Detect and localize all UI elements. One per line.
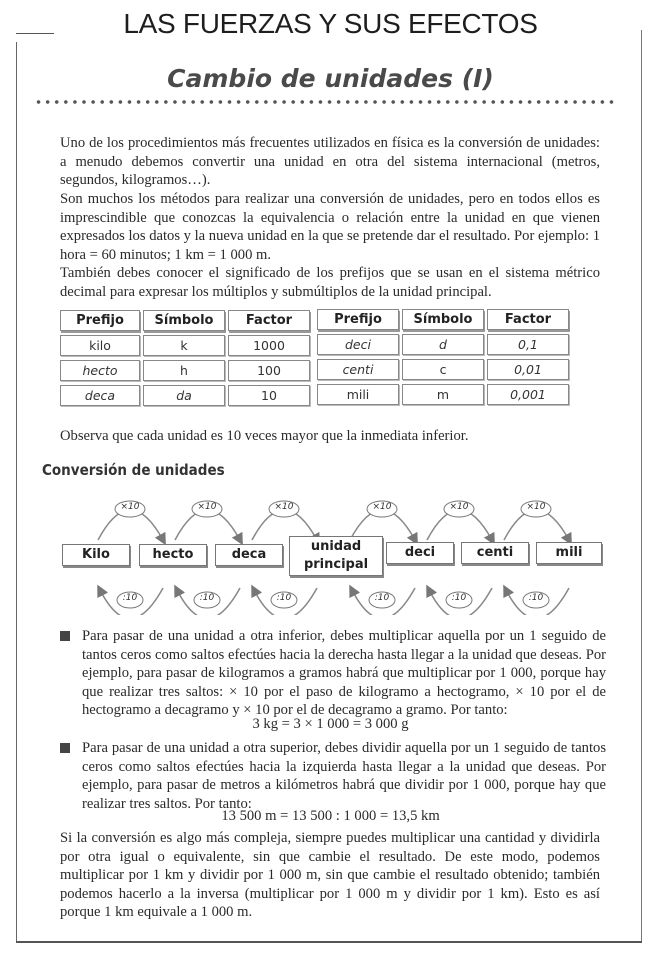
unit-box-mili [536,542,602,564]
factor-cell: 0,1 [487,334,569,355]
prefix-cell: hecto [60,360,140,381]
table-header-row [60,310,310,331]
factor-cell: 0,001 [487,384,569,405]
divide-label: :10 [374,593,390,603]
section-title-conversion: Conversión de unidades [42,461,225,479]
header-factor: Factor [487,309,569,330]
header-simbolo: Símbolo [143,310,225,331]
bullet-text: Para pasar de una unidad a otra superior, debes dividir aquella por un 1 seguido de tantos ceros como saltos efectúes hacia la izquierda hasta llegar a la unidad que deseas. Por ejemplo, para pasar de metros a kilómetros habrá que dividir por 1 000, porque hay que realizar tres saltos. Por tanto: [82,740,606,812]
unit-label: centi [476,545,514,560]
formula-m-to-km: 13 500 m = 13 500 : 1 000 = 13,5 km [221,808,440,824]
intro-paragraph-3: También debes conocer el significado de los prefijos que se usan en el sistema métrico decimal para expresar los múltiplos y submúltiplos de la unidad principal. [60,265,600,300]
conversion-diagram [0,490,661,615]
square-bullet-icon [60,743,70,753]
unit-box-deca [215,544,283,566]
table-row [317,334,569,355]
closing-paragraph: Si la conversión es algo más compleja, siempre puedes multiplicar una cantidad y dividirla por otra igual o equivalente, sin que cambie el resultado. De este modo, podemos multiplicar por 1 km y dividir por 1 000 m, sin que cambie el resultado obtenido; también podemos hacerlo a la inversa (multiplicar por 1 000 m y dividir por 1 km). Esto es así porque 1 km equivale a 1 000 m. [60,830,600,921]
frame-bottom-border [16,941,642,943]
bullet-text: Para pasar de una unidad a otra inferior, debes multiplicar aquella por un 1 seguido de tantos ceros como saltos efectúes hacia la derecha hasta llegar a la unidad que deseas. Por ejemplo, para pasar de kilogramos a gramos habrá que multiplicar por 1 000, porque hay que realizar tres saltos: × 10 por el paso de kilogramo a hectogramo, × 10 por el de hectogramo a decagramo y × 10 por el de decagramo a gramo. Por tanto: [82,628,606,719]
intro-paragraph-1: Uno de los procedimientos más frecuentes utilizados en física es la conversión de unidades: a menudo debemos convertir una unidad en otra del sistema internacional (metros, segundos, kilogramos…). [60,135,600,189]
table-row [60,335,310,356]
table-row [60,385,310,406]
table-header-row [317,309,569,330]
table-row [317,359,569,380]
factor-cell: 10 [228,385,310,406]
multiply-label: ×10 [449,502,469,512]
prefix-cell: mili [317,384,399,405]
formula-kg-to-g: 3 kg = 3 × 1 000 = 3 000 g [252,716,409,732]
multiply-label: ×10 [197,502,217,512]
symbol-cell: k [143,335,225,356]
table-row [60,360,310,381]
multiply-label: ×10 [526,502,546,512]
header-prefijo: Prefijo [317,309,399,330]
intro-paragraph-2: Son muchos los métodos para realizar una conversión de unidades, pero en todos ellos es imprescindible que conozcas la equivalencia o relación entre la unidad en que vienen expresados los datos y la nueva unidad en la que se pretende dar el resultado. Por ejemplo: 1 hora = 60 minutos; 1 km = 1 000 m. [60,191,600,263]
table-row [317,384,569,405]
lesson-title: Cambio de unidades (I) [167,64,494,93]
symbol-cell: m [402,384,484,405]
multiples-table [57,306,313,410]
observation-text: Observa que cada unidad es 10 veces mayor que la inmediata inferior. [60,428,469,444]
chapter-title: LAS FUERZAS Y SUS EFECTOS [123,8,538,39]
unit-box-kilo [62,544,130,566]
divide-label: :10 [276,593,292,603]
prefix-cell: deca [60,385,140,406]
prefix-cell: deci [317,334,399,355]
divide-label: :10 [199,593,215,603]
divide-label: :10 [122,593,138,603]
square-bullet-icon [60,631,70,641]
divide-label: :10 [451,593,467,603]
header-prefijo: Prefijo [60,310,140,331]
symbol-cell: h [143,360,225,381]
unit-box-hecto [139,544,207,566]
symbol-cell: d [402,334,484,355]
multiply-label: ×10 [274,502,294,512]
unit-label: unidad principal [303,539,369,572]
unit-label: hecto [152,547,194,562]
multiply-label: ×10 [372,502,392,512]
header-factor: Factor [228,310,310,331]
symbol-cell: da [143,385,225,406]
header-simbolo: Símbolo [402,309,484,330]
unit-label: Kilo [82,547,110,562]
unit-box-deci [386,542,454,564]
factor-cell: 100 [228,360,310,381]
symbol-cell: c [402,359,484,380]
prefix-cell: kilo [60,335,140,356]
unit-label: mili [555,545,583,560]
factor-cell: 1000 [228,335,310,356]
unit-box-centi [461,542,529,564]
factor-cell: 0,01 [487,359,569,380]
multiply-label: ×10 [120,502,140,512]
prefix-cell: centi [317,359,399,380]
submultiples-table [314,305,572,409]
dotted-divider [34,98,618,106]
divide-label: :10 [528,593,544,603]
unit-label: deca [231,547,267,562]
unit-label: deci [404,545,436,560]
frame-right-border [641,30,642,942]
unit-box-unidad-principal [289,536,383,576]
